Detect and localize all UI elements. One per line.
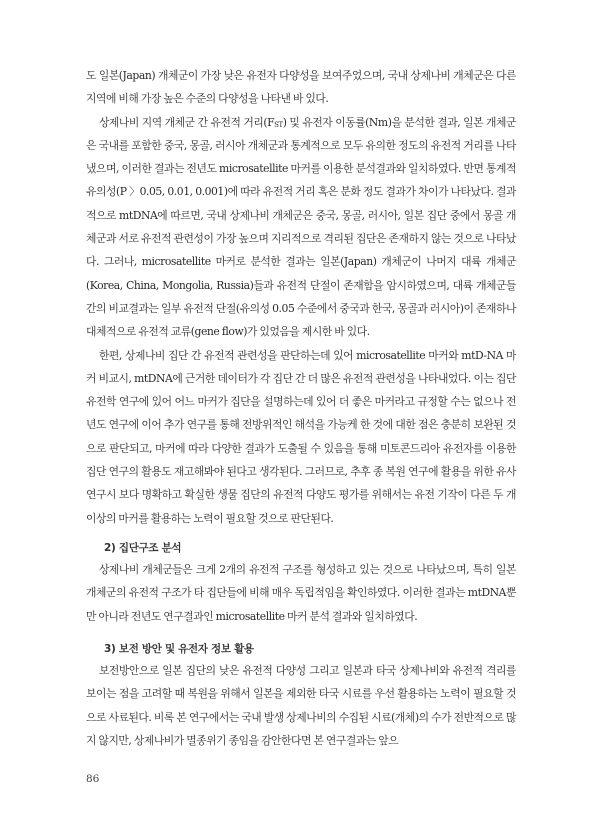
page-number: 86 xyxy=(86,773,100,785)
paragraph-population-structure: 상제나비 개체군들은 크게 2개의 유전적 구조를 형성하고 있는 것으로 나타났으며, 특히 일본 개체군의 유전적 구조가 타 집단들에 비해 매우 독립적임을 확인하였다. 이러한 결과는 mtDNA뿐만 아니라 전년도 연구결과인 microsatellite 마커 분석 결과와 일치하였다. xyxy=(86,563,516,623)
section-heading-population-structure: 2) 집단구조 분석 xyxy=(104,542,182,554)
population-structure-body xyxy=(86,558,516,628)
fst-subscript: ST xyxy=(274,120,283,129)
section-heading-conservation: 3) 보전 방안 및 유전자 정보 활용 xyxy=(104,643,254,655)
paragraph-text: 상제나비 지역 개체군 간 유전적 거리(F xyxy=(98,115,275,129)
paragraph-marker-comparison: 한편, 상제나비 집단 간 유전적 관련성을 판단하는데 있어 microsatellite 마커와 mtD-NA 마커 비교시, mtDNA에 근거한 데이터가 각 집단 간 더 많은 유전적 관련성을 나타내었다. 이는 집단유전학 연구에 있어 어느 마커가 집단을 설명하는데 있어 더 좋은 마커라고 규정할 수는 없으나 전년도 연구에 이어 추가 연구를 통해 전방위적인 해석을 가능케 한 것에 대한 점은 충분히 보완된 것으로 판단되고, 마커에 따라 다양한 결과가 도출될 수 있음을 통해 미토콘드리아 유전자를 이용한 집단 연구의 활용도 재고해봐야 된다고 생각된다. 그러므로, 추후 종 복원 연구에 활용을 위한 유사 연구시 보다 명확하고 확실한 생물 집단의 유전적 다양도 평가를 위해서는 유전 기작이 다른 두 개 이상의 마커를 활용하는 노력이 필요할 것으로 판단된다. xyxy=(86,348,516,525)
paragraph-text: ) 및 유전자 이동률(Nm)을 분석한 결과, 일본 개체군은 국내를 포함한 중국, 몽골, 러시아 개체군과 통계적으로 모두 유의한 정도의 유전적 거리를 나타냈으며, 이러한 결과는 전년도 microsatellite 마커를 이용한 분석결과와 일치하였다. 반면 통계적 유의성(P 〉0.05, 0.01, 0.001)에 따라 유전적 거리 혹은 분화 정도 결과가 차이가 나타났다. 결과적으로 mtDNA에 따르면, 국내 상제나비 개체군은 중국, 몽골, 러시아, 일본 집단 중에서 몽골 개체군과 서로 유전적 관련성이 가장 높으며 지리적으로 격리된 집단은 존재하지 않는 것으로 나타났다. 그러나, microsatellite 마커로 분석한 결과는 일본(Japan) 개체군이 나머지 대륙 개체군(Korea, China, Mongolia, Russia)들과 유전적 단절이 존재함을 암시하였으며, 대륙 개체군들간의 비교결과는 일부 유전적 단절(유의성 0.05 수준에서 중국과 한국, 몽골과 러시아)이 존재하나 대체적으로 유전적 교류(gene flow)가 있었음을 제시한 바 있다. xyxy=(86,115,516,339)
paragraph-conservation: 보전방안으로 일본 집단의 낮은 유전적 다양성 그리고 일본과 타국 상제나비와 유전적 격리를 보이는 점을 고려할 때 복원을 위해서 일본을 제외한 타국 시료를 우선 활용하는 노력이 필요할 것으로 사료된다. 비록 본 연구에서는 국내 발생 상제나비의 수집된 시료(개체)의 수가 전반적으로 많지 않지만, 상제나비가 멸종위기 종임을 감안한다면 본 연구결과는 앞으 xyxy=(86,664,516,747)
paragraph-genetic-distance xyxy=(86,111,516,344)
conservation-body xyxy=(86,659,516,752)
results-section-body xyxy=(86,64,516,530)
paragraph-continuation: 도 일본(Japan) 개체군이 가장 낮은 유전자 다양성을 보여주었으며, 국내 상제나비 개체군은 다른 지역에 비해 가장 높은 수준의 다양성을 나타낸 바 있다. xyxy=(86,69,516,106)
